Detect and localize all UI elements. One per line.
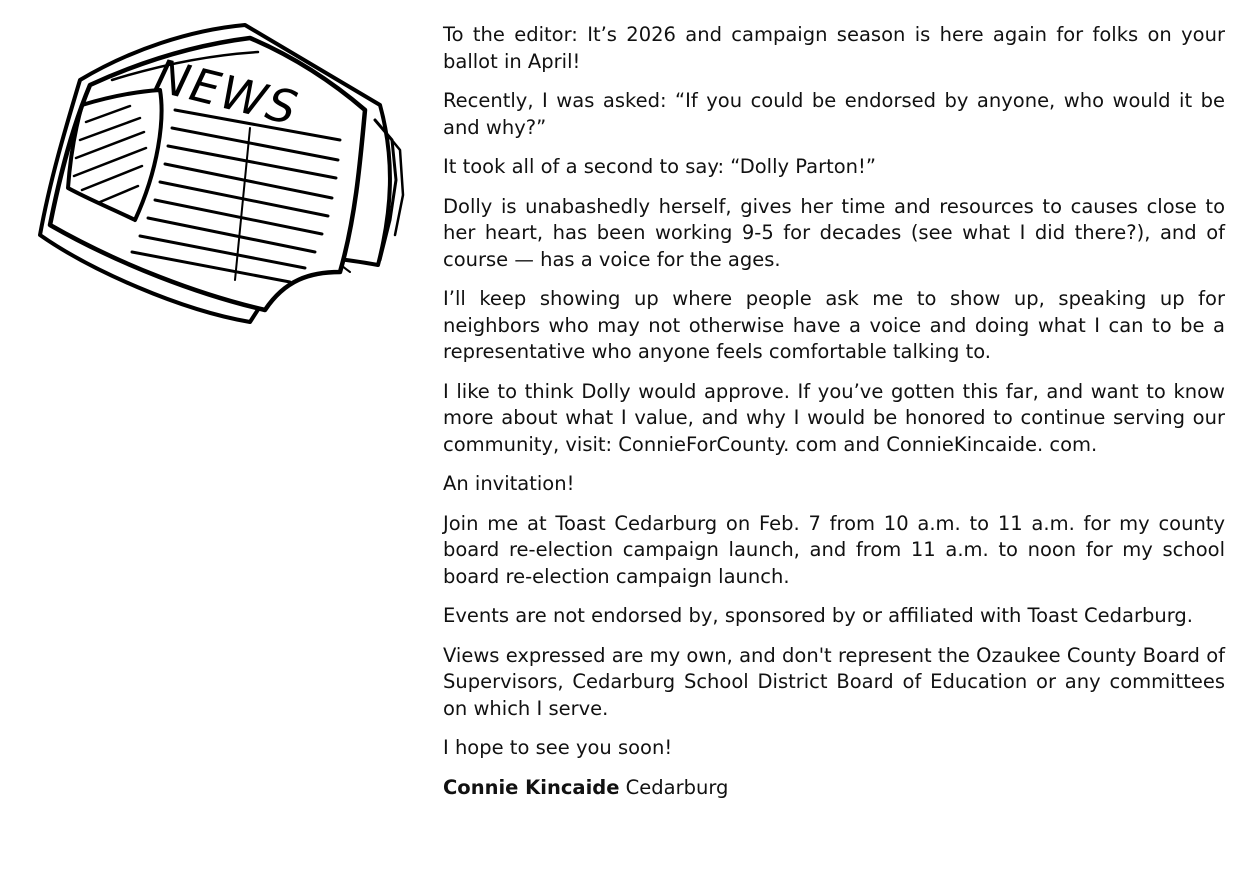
letter-paragraph: I hope to see you soon!: [443, 736, 673, 759]
signature: [443, 775, 1225, 802]
letter-paragraph: Dolly is unabashedly herself, gives her time and resources to causes close to her heart, has been working 9-5 for decades (see what I did there?), and of course — has a voice for the ages.: [443, 194, 1225, 271]
letter-paragraph: Recently, I was asked: “If you could be endorsed by anyone, who would it be and why?”: [443, 89, 1225, 139]
letter-paragraph: Join me at Toast Cedarburg on Feb. 7 from 10 a.m. to 11 a.m. for my county board re-election campaign launch, and from 11 a.m. to noon for my school board re-election campaign launch.: [443, 511, 1225, 588]
signature-name: Connie Kincaide: [443, 775, 620, 799]
letter-paragraph: Views expressed are my own, and don't represent the Ozaukee County Board of Supervisors, Cedarburg School District Board of Education or any committees on which I serve.: [443, 643, 1225, 720]
signature-location: Cedarburg: [625, 775, 729, 799]
letter-paragraph: I like to think Dolly would approve. If you’ve gotten this far, and want to know more about what I value, and why I would be honored to continue serving our community, visit: ConnieForCounty. com and ConnieKincaide. com.: [443, 379, 1225, 456]
newspaper-illustration: [20, 10, 410, 330]
masthead-text: NEWS: [149, 48, 305, 137]
letter-to-editor: [443, 22, 1225, 814]
letter-paragraph: Events are not endorsed by, sponsored by or affiliated with Toast Cedarburg.: [443, 604, 1193, 627]
news-masthead: [20, 10, 410, 330]
letter-paragraph: I’ll keep showing up where people ask me to show up, speaking up for neighbors who may not otherwise have a voice and doing what I can to be a representative who anyone feels comfortable talking to.: [443, 287, 1225, 363]
letter-paragraph: It took all of a second to say: “Dolly Parton!”: [443, 155, 876, 178]
letter-paragraph: To the editor: It’s 2026 and campaign season is here again for folks on your ballot in April!: [443, 23, 1225, 73]
letter-paragraph: An invitation!: [443, 472, 575, 495]
